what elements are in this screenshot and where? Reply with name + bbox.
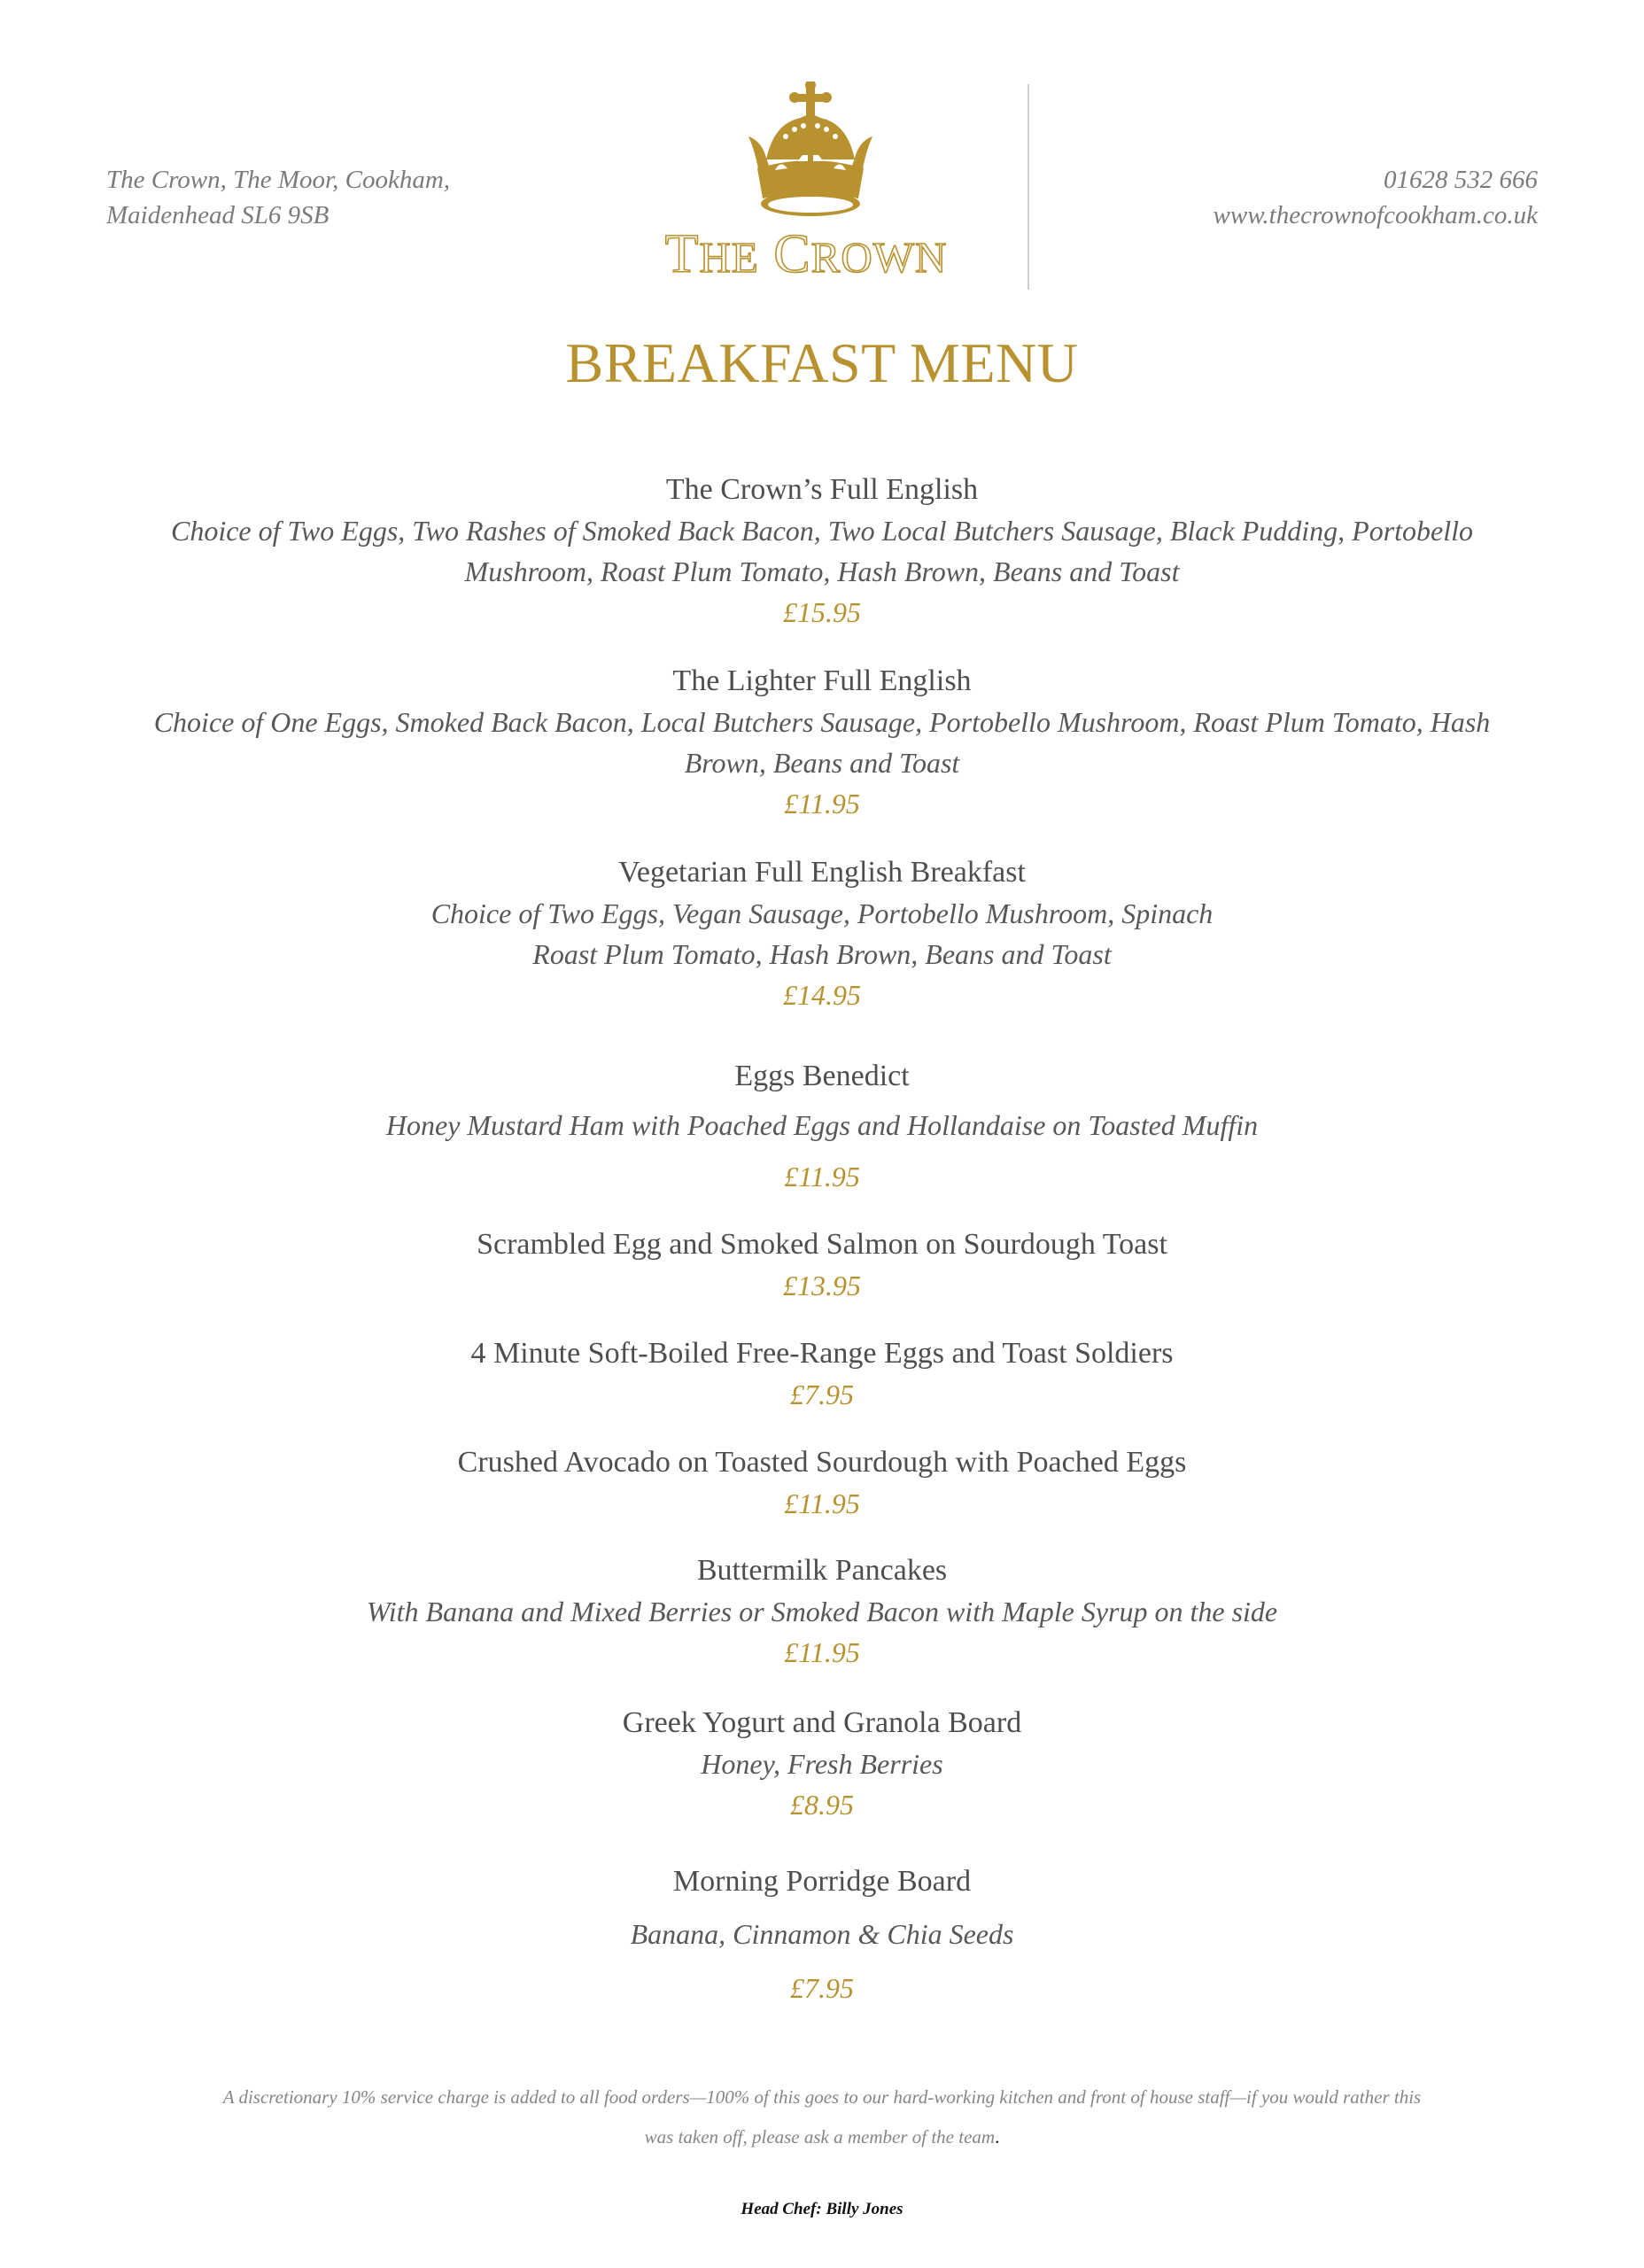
menu-item [0,1550,1644,1673]
menu-item-name: Greek Yogurt and Granola Board [622,1706,1022,1739]
menu-item-price: £11.95 [784,1487,860,1519]
menu-item-name: Eggs Benedict [734,1060,910,1092]
menu-item-price: £13.95 [783,1270,861,1301]
logo-wordmark: THE CROWN [664,224,948,284]
service-charge-note [89,2078,1555,2157]
menu-item [0,470,1644,633]
menu-item-price: £11.95 [784,1161,860,1192]
menu-item-name: Morning Porridge Board [672,1865,972,1898]
menu-item-description: Banana, Cinnamon & Chia Seeds [630,1918,1014,1950]
menu-item-name: 4 Minute Soft-Boiled Free-Range Eggs and Toast Soldiers [470,1337,1174,1370]
menu-item-name: Vegetarian Full English Breakfast [618,856,1026,889]
page-title: BREAKFAST MENU [565,331,1079,394]
menu-item-name: The Crown’s Full English [665,473,979,506]
address-line-2: Maidenhead SL6 9SB [106,201,330,229]
menu-item-description: Choice of One Eggs, Smoked Back Bacon, Local Butchers Sausage, Portobello Mushroom, Roast Plum Tomato, Hash [153,706,1491,738]
head-chef-credit: Head Chef: Billy Jones [741,2200,903,2218]
menu-item-price: £11.95 [784,788,860,819]
menu-item-name: The Lighter Full English [672,664,972,697]
menu-item [0,852,1644,1015]
menu-item-name: Crushed Avocado on Toasted Sourdough with Poached Eggs [457,1446,1187,1479]
menu-item [0,1861,1644,2008]
menu-item-name: Buttermilk Pancakes [696,1554,948,1587]
menu-item-name: Scrambled Egg and Smoked Salmon on Sourdough Toast [477,1228,1167,1261]
phone-number: 01628 532 666 [1384,166,1538,194]
menu-item [0,661,1644,824]
header-divider [1028,84,1029,290]
menu-item-description: Mushroom, Roast Plum Tomato, Hash Brown, Beans and Toast [464,555,1180,587]
menu-item [0,1442,1644,1524]
menu-item-description: Choice of Two Eggs, Two Rashes of Smoked Back Bacon, Two Local Butchers Sausage, Black Pudding, Portobello [170,515,1474,547]
menu-item-price: £7.95 [790,1379,854,1410]
menu-item [0,1056,1644,1197]
menu-item-description: Honey, Fresh Berries [701,1748,943,1780]
menu-item-price: £7.95 [790,1972,854,2004]
menu-item-price: £11.95 [784,1636,860,1668]
menu-item-description: Honey Mustard Ham with Poached Eggs and Hollandaise on Toasted Muffin [385,1109,1259,1141]
menu-item-price: £14.95 [783,979,861,1011]
menu-item [0,1224,1644,1306]
address-block [106,162,450,233]
menu-item-description: Choice of Two Eggs, Vegan Sausage, Portobello Mushroom, Spinach [430,897,1214,929]
menu-item-price: £15.95 [783,596,861,628]
menu-item [0,1333,1644,1415]
the-crown-logo [611,82,1001,291]
address-line-1: The Crown, The Moor, Cookham, [106,166,451,194]
website-link[interactable]: www.thecrownofcookham.co.uk [1213,201,1538,229]
service-charge-line-1: A discretionary 10% service charge is added to all food orders—100% of this goes to our hard-working kitchen and front of house staff—if you would rather this [222,2086,1422,2108]
crown-icon [740,82,881,219]
menu-item-description: Roast Plum Tomato, Hash Brown, Beans and Toast [532,938,1112,970]
menu-item-price: £8.95 [790,1789,854,1821]
menu-item [0,1703,1644,1825]
menu-item-description: Brown, Beans and Toast [684,747,960,779]
service-charge-line-2: was taken off, please ask a member of the team. [644,2126,1000,2148]
contact-block [1077,162,1538,233]
menu-item-description: With Banana and Mixed Berries or Smoked Bacon with Maple Syrup on the side [366,1596,1278,1627]
